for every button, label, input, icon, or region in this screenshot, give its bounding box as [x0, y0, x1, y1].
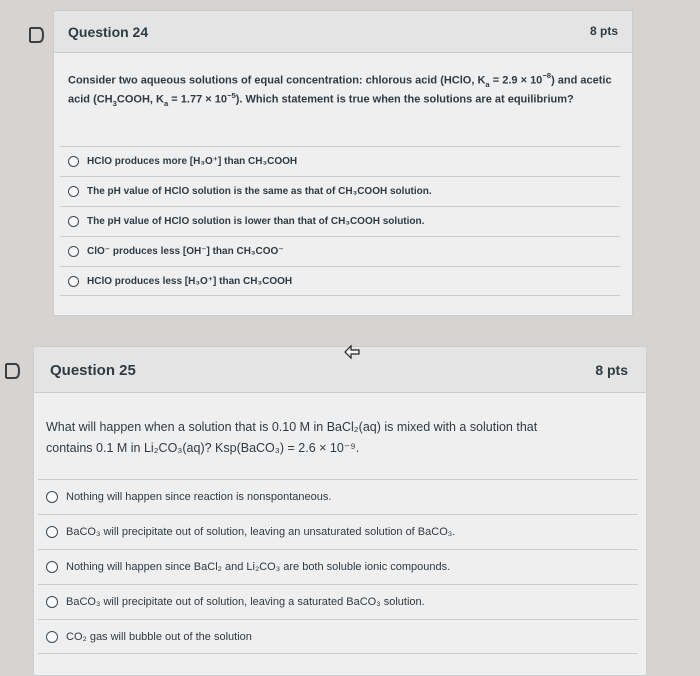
flag-icon[interactable]: [27, 26, 45, 44]
answer-option[interactable]: [38, 549, 638, 584]
answer-label: HClO produces more [H₃O⁺] than CH₃COOH: [87, 156, 298, 167]
question-25-title: Question 25: [50, 362, 136, 379]
radio-button[interactable]: [68, 186, 79, 197]
radio-button[interactable]: [46, 491, 58, 503]
radio-button[interactable]: [46, 631, 58, 643]
question-25-prompt-line-1: What will happen when a solution that is 0.10 M in BaCl₂(aq) is mixed with a solution that: [46, 420, 538, 434]
answer-label: Nothing will happen since BaCl₂ and Li₂CO₃ are both soluble ionic compounds.: [66, 561, 451, 573]
question-25-prompt-line-2: contains 0.1 M in Li₂CO₃(aq)? Ksp(BaCO₃) = 2.6 × 10⁻⁹.: [46, 440, 360, 455]
answer-option[interactable]: [38, 479, 638, 514]
radio-button[interactable]: [46, 526, 58, 538]
question-24-prompt: Consider two aqueous solutions of equal concentration: chlorous acid (HClO, $K_a = 2.9 \times 10^{-8}$) and acetic acid ($CH_3COOH$, $K_a = 1.77 \times 10^{-5}$). Which statement is true when the solutions are at equilibrium?: [68, 71, 612, 109]
answer-label: CO₂ gas will bubble out of the solution: [66, 630, 252, 643]
answer-option[interactable]: [38, 584, 638, 619]
answer-label: The pH value of HClO solution is lower than that of CH₃COOH solution.: [87, 216, 425, 227]
question-24-card: [53, 10, 633, 316]
answer-option[interactable]: [60, 266, 620, 296]
answer-label: Nothing will happen since reaction is nonspontaneous.: [66, 491, 332, 503]
question-24-answers: [60, 146, 620, 296]
answer-label: BaCO₃ will precipitate out of solution, leaving an unsaturated solution of BaCO₃.: [66, 526, 456, 538]
radio-button[interactable]: [68, 216, 79, 227]
answer-label: The pH value of HClO solution is the same as that of CH₃COOH solution.: [87, 186, 432, 197]
answer-option[interactable]: [38, 514, 638, 549]
answer-option[interactable]: [38, 619, 638, 654]
question-25-card: [33, 346, 647, 676]
question-25-prompt: [46, 417, 636, 458]
question-24-points: 8 pts: [589, 24, 618, 38]
answer-label: BaCO₃ will precipitate out of solution, leaving a saturated BaCO₃ solution.: [66, 596, 425, 608]
answer-label: ClO⁻ produces less [OH⁻] than CH₃COO⁻: [87, 246, 284, 257]
question-25-points: 8 pts: [595, 362, 628, 378]
mouse-pointer-icon: [343, 342, 361, 362]
question-24-header: [54, 11, 632, 53]
answer-option[interactable]: [60, 206, 620, 236]
question-25-header: [34, 347, 646, 393]
radio-button[interactable]: [46, 561, 58, 573]
question-25-answers: [38, 479, 638, 654]
answer-option[interactable]: [60, 176, 620, 206]
answer-option[interactable]: [60, 146, 620, 176]
radio-button[interactable]: [68, 276, 79, 287]
question-24-title: Question 24: [68, 24, 149, 40]
radio-button[interactable]: [46, 596, 58, 608]
radio-button[interactable]: [68, 246, 79, 257]
answer-option[interactable]: [60, 236, 620, 266]
flag-icon[interactable]: [3, 362, 21, 380]
answer-label: HClO produces less [H₃O⁺] than CH₃COOH: [87, 275, 293, 287]
radio-button[interactable]: [68, 156, 79, 167]
